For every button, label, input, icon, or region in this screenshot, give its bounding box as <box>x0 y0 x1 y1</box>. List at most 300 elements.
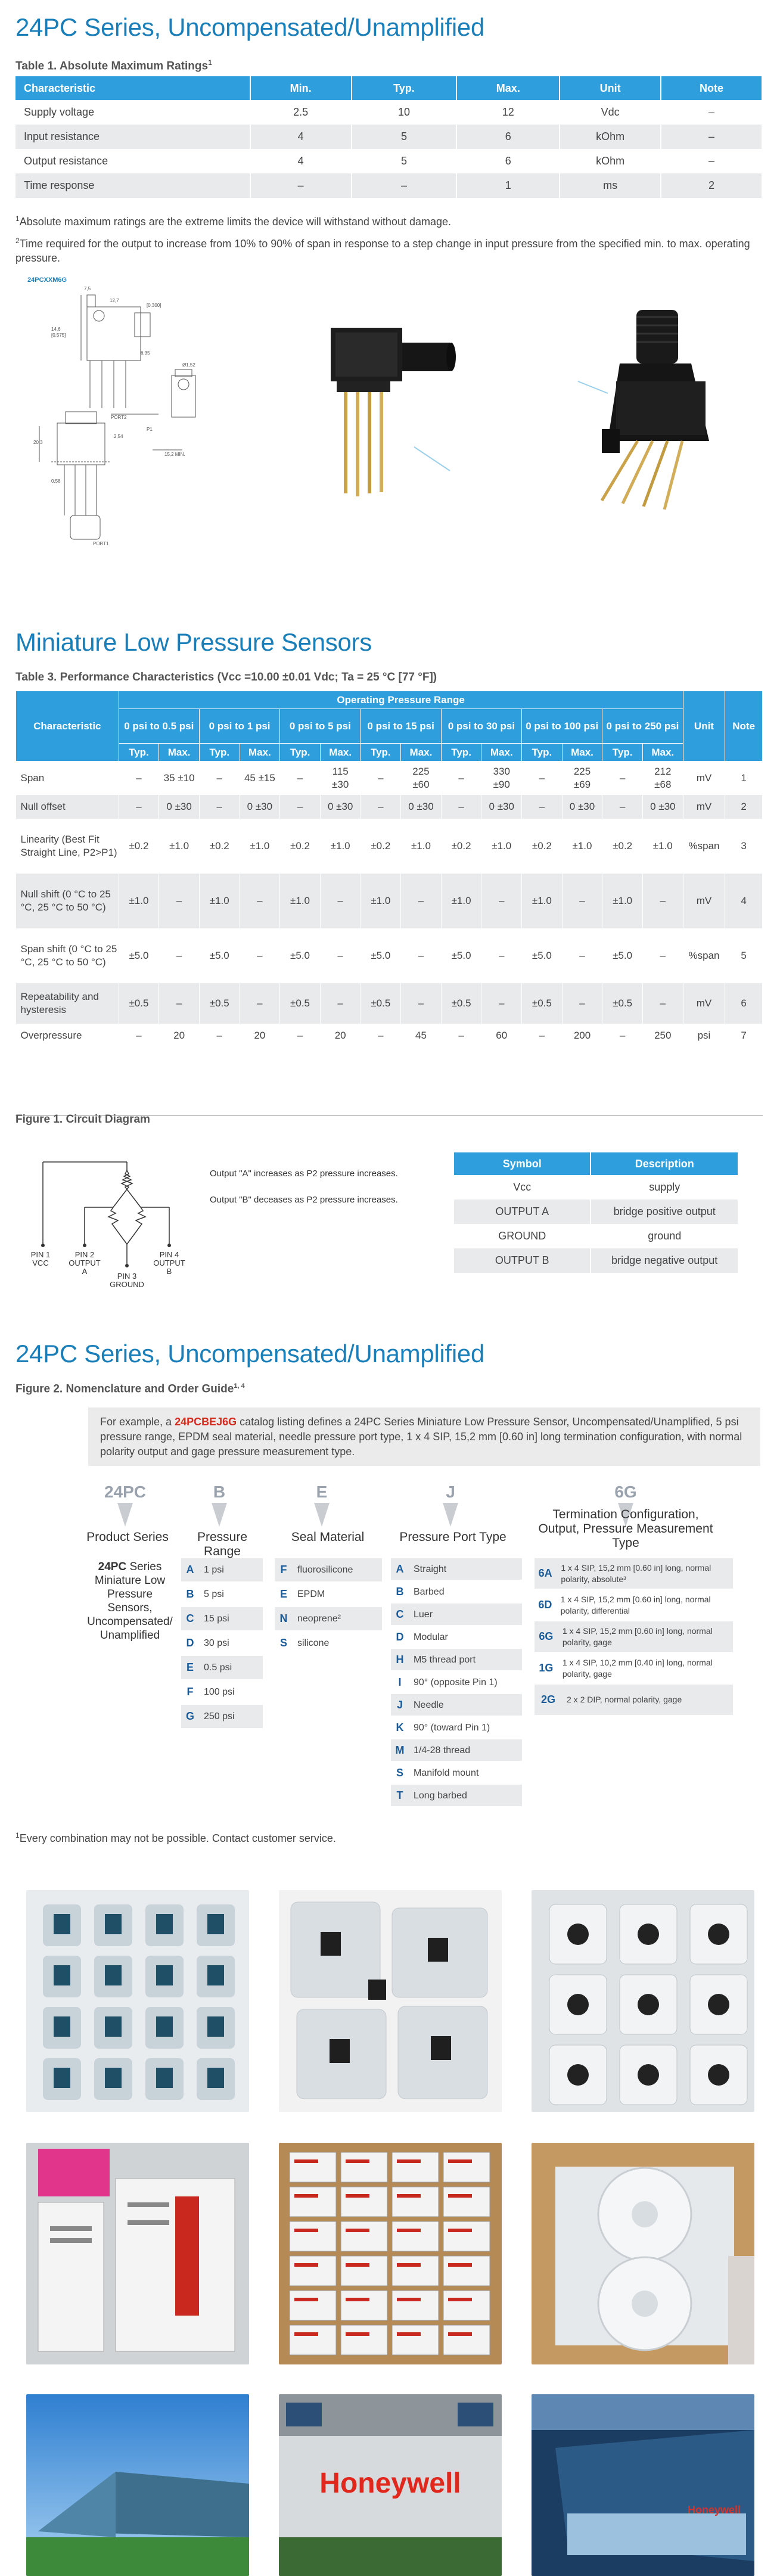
option-code: 6G <box>539 1630 554 1642</box>
table-cell: 0 ±30 <box>320 795 361 819</box>
table-cell: – <box>441 762 481 795</box>
table-cell: 250 <box>642 1024 683 1048</box>
photo-boxes-packed <box>279 2143 502 2364</box>
option-code: A <box>396 1562 404 1575</box>
note-cell: 3 <box>725 819 763 874</box>
table-cell: – <box>562 928 602 983</box>
option-code: E <box>279 1588 287 1600</box>
circuit-diagram <box>18 1156 209 1317</box>
option-label: 90° (opposite Pin 1) <box>414 1677 498 1688</box>
note-cell: 5 <box>725 928 763 983</box>
table-cell: Input resistance <box>15 125 250 149</box>
table-cell: ±1.0 <box>240 819 280 874</box>
table-cell: 1 <box>456 173 560 198</box>
svg-text:14,6: 14,6 <box>51 327 61 332</box>
table-row <box>454 1248 738 1273</box>
table-cell: ±1.0 <box>119 874 159 928</box>
photo-reels <box>532 2143 754 2364</box>
sub-typ: Typ. <box>199 744 240 762</box>
sub-typ: Typ. <box>361 744 401 762</box>
col-min: Min. <box>250 76 352 100</box>
table-cell: 35 ±10 <box>159 762 200 795</box>
footnote-order: $^1$Every combination may not be possible. Contact customer service. <box>15 1831 336 1844</box>
option-code: M <box>395 1744 405 1756</box>
table-cell: – <box>240 928 280 983</box>
option-label: 1 x 4 SIP, 15,2 mm [0.60 in] long, normal polarity, absolute³ <box>561 1562 711 1584</box>
table-cell: Vdc <box>560 100 661 125</box>
table-cell: ±0.5 <box>119 983 159 1024</box>
table-cell: ±1.0 <box>361 874 401 928</box>
list-item <box>391 1717 522 1739</box>
table-cell: ±5.0 <box>441 928 481 983</box>
option-label: Straight <box>414 1564 447 1574</box>
svg-text:Ø1,52: Ø1,52 <box>182 362 195 368</box>
table-cell: ±5.0 <box>199 928 240 983</box>
table-cell: 0 ±30 <box>562 795 602 819</box>
table-cell: – <box>250 173 352 198</box>
list-item <box>181 1583 263 1607</box>
option-label: silicone <box>297 1638 330 1648</box>
list-item <box>534 1558 733 1590</box>
pointer <box>443 1503 458 1527</box>
option-label: 1 x 4 SIP, 10,2 mm [0.40 in] long, normal polarity, gage <box>562 1657 713 1679</box>
table-cell: – <box>522 1024 563 1048</box>
sub-max: Max. <box>320 744 361 762</box>
list-item <box>534 1590 733 1621</box>
pin3-label: PIN 3 <box>117 1272 137 1281</box>
col-max: Max. <box>456 76 560 100</box>
list-item <box>391 1626 522 1649</box>
sub-typ: Typ. <box>280 744 321 762</box>
description-cell: supply <box>591 1175 738 1200</box>
sensor-photo-side <box>325 316 462 507</box>
table-cell: – <box>661 100 762 125</box>
table-cell: ±1.0 <box>481 819 522 874</box>
list-item <box>181 1705 263 1729</box>
option-label: 1 x 4 SIP, 15,2 mm [0.60 in] long, normal polarity, differential <box>560 1594 711 1615</box>
svg-text:20,3: 20,3 <box>33 440 43 445</box>
option-label: Needle <box>414 1699 444 1710</box>
range-label: 0 psi to 1 psi <box>199 709 279 744</box>
list-item <box>181 1607 263 1632</box>
option-code: 6D <box>538 1599 552 1611</box>
table-cell: ±1.0 <box>602 874 643 928</box>
unit-cell: mV <box>683 874 725 928</box>
table-header-row <box>454 1152 738 1175</box>
termination-list <box>534 1558 733 1716</box>
table-row <box>16 819 763 874</box>
col-characteristic: Characteristic <box>15 76 250 100</box>
option-label: 2 x 2 DIP, normal polarity, gage <box>567 1695 682 1704</box>
honeywell-logo: Honeywell <box>319 2468 461 2499</box>
table-cell: ±5.0 <box>361 928 401 983</box>
table-cell: ±0.2 <box>361 819 401 874</box>
product-series-desc: 24PC Series Miniature Low Pressure Sensors, Uncompensated/ Unamplified <box>87 1561 173 1642</box>
table-cell: – <box>642 874 683 928</box>
pin1-label: PIN 1 <box>30 1250 51 1259</box>
table-cell: 0 ±30 <box>401 795 442 819</box>
table-cell: 10 <box>352 100 457 125</box>
order-example: For example, a 24PCBEJ6G catalog listing defines a 24PC Series Miniature Low Pressure Sensor, Uncompensated/Unamplified, 5 psi pressure range, EPDM seal material, needle pressure port type, 1 x 4 SIP, 15,2 mm [0.60 in] long termination configuration, with normal polarity output and gage pressure measurement type. <box>88 1407 760 1466</box>
output-a-note: Output "A" increases as P2 pressure increases. <box>210 1169 398 1179</box>
table-cell: – <box>119 795 159 819</box>
range-row <box>16 709 763 744</box>
row-label: Overpressure <box>16 1024 119 1048</box>
table-cell: – <box>199 795 240 819</box>
table-cell: ±1.0 <box>522 874 563 928</box>
list-item <box>391 1739 522 1762</box>
pressure-range-head: Pressure Range <box>197 1530 248 1558</box>
seal-material-list <box>275 1558 382 1656</box>
table-row <box>454 1175 738 1200</box>
table-cell: 225 ±60 <box>401 762 442 795</box>
table-row <box>16 795 763 819</box>
table-header-row <box>15 76 762 100</box>
table-cell: 45 ±15 <box>240 762 280 795</box>
note-cell: 6 <box>725 983 763 1024</box>
termination-head: Termination Configuration, Output, Pressure Measurement Type <box>538 1508 713 1550</box>
option-code: S <box>396 1766 403 1779</box>
range-label: 0 psi to 250 psi <box>602 709 683 744</box>
table-cell: ±5.0 <box>522 928 563 983</box>
option-code: C <box>396 1608 404 1620</box>
table-row <box>454 1224 738 1248</box>
range-header: Operating Pressure Range <box>119 691 683 709</box>
option-label: 250 psi <box>204 1711 235 1722</box>
table-cell: – <box>280 762 321 795</box>
table-cell: – <box>522 795 563 819</box>
table-cell: ±1.0 <box>562 819 602 874</box>
svg-text:15,2 MIN.: 15,2 MIN. <box>164 452 185 457</box>
example-code: 24PCBEJ6G <box>175 1416 237 1428</box>
table-cell: 115 ±30 <box>320 762 361 795</box>
subheader-row <box>16 744 763 762</box>
col-unit: Unit <box>683 691 725 762</box>
table-cell: – <box>361 795 401 819</box>
list-item <box>275 1632 382 1656</box>
option-label: EPDM <box>297 1589 325 1599</box>
option-code: A <box>186 1564 194 1576</box>
table-cell: 4 <box>250 149 352 173</box>
table-row <box>16 928 763 983</box>
list-item <box>391 1581 522 1604</box>
table-cell: 60 <box>481 1024 522 1048</box>
option-label: 30 psi <box>204 1638 229 1648</box>
table-cell: ±0.5 <box>361 983 401 1024</box>
option-code: 2G <box>540 1693 555 1705</box>
svg-text:6,35: 6,35 <box>141 350 150 356</box>
range-label: 0 psi to 0.5 psi <box>119 709 199 744</box>
row-label: Null shift (0 °C to 25 °C, 25 °C to 50 °C) <box>16 874 119 928</box>
option-label: 1 psi <box>204 1565 224 1575</box>
table-cell: ±0.2 <box>441 819 481 874</box>
table-cell: 20 <box>240 1024 280 1048</box>
list-item <box>391 1694 522 1717</box>
description-cell: bridge negative output <box>591 1248 738 1273</box>
section3-title: 24PC Series, Uncompensated/Unamplified <box>15 1340 485 1368</box>
table-cell: – <box>352 173 457 198</box>
svg-text:12,7: 12,7 <box>110 298 119 303</box>
table-cell: ±1.0 <box>320 819 361 874</box>
option-code: N <box>279 1612 288 1624</box>
table-cell: – <box>361 1024 401 1048</box>
table-cell: ±0.2 <box>119 819 159 874</box>
table-cell: – <box>642 928 683 983</box>
pointer <box>117 1503 133 1527</box>
symbol-cell: GROUND <box>454 1224 591 1248</box>
option-code: D <box>186 1637 194 1649</box>
photo-lobby <box>279 2394 502 2576</box>
range-label: 0 psi to 100 psi <box>522 709 602 744</box>
table-cell: ±5.0 <box>119 928 159 983</box>
row-label: Span shift (0 °C to 25 °C, 25 °C to 50 °C) <box>16 928 119 983</box>
code-range: B <box>213 1483 226 1501</box>
list-item <box>181 1632 263 1656</box>
table-cell: – <box>602 795 643 819</box>
list-item <box>391 1558 522 1581</box>
col-unit: Unit <box>560 76 661 100</box>
symbol-cell: Vcc <box>454 1175 591 1200</box>
code-seal: E <box>316 1483 328 1501</box>
svg-text:[0.300]: [0.300] <box>147 303 161 308</box>
table-cell: 330 ±90 <box>481 762 522 795</box>
table-cell: 20 <box>320 1024 361 1048</box>
product-series-head: Product Series <box>86 1530 169 1544</box>
list-item <box>181 1680 263 1705</box>
list-item <box>534 1653 733 1685</box>
table-row <box>16 762 763 795</box>
list-item <box>534 1685 733 1716</box>
option-code: K <box>396 1721 404 1733</box>
table-cell: – <box>481 874 522 928</box>
table-cell: 20 <box>159 1024 200 1048</box>
table-cell: – <box>441 1024 481 1048</box>
col-symbol: Symbol <box>454 1152 591 1175</box>
table-cell: – <box>119 762 159 795</box>
table-cell: – <box>119 1024 159 1048</box>
option-code: I <box>398 1676 402 1688</box>
option-label: Modular <box>414 1632 448 1642</box>
list-item <box>391 1649 522 1671</box>
table-cell: – <box>401 874 442 928</box>
figure2-caption: Figure 2. Nomenclature and Order Guide$^{1, 4}$ <box>15 1382 245 1396</box>
unit-cell: %span <box>683 819 725 874</box>
unit-cell: mV <box>683 795 725 819</box>
list-item <box>391 1762 522 1785</box>
pin2-name: OUTPUT <box>69 1259 101 1267</box>
sub-max: Max. <box>159 744 200 762</box>
svg-text:PORT1: PORT1 <box>93 541 109 546</box>
table-cell: 212 ±68 <box>642 762 683 795</box>
option-code: B <box>186 1588 194 1600</box>
option-code: H <box>396 1653 404 1665</box>
drawing-label: 24PCXXM6G <box>27 276 67 284</box>
pointer <box>314 1503 330 1527</box>
svg-text:7,5: 7,5 <box>84 286 91 291</box>
table-cell: 0 ±30 <box>240 795 280 819</box>
table-row <box>16 874 763 928</box>
pin2-sub: A <box>82 1267 88 1276</box>
table-cell: 5 <box>352 149 457 173</box>
unit-cell: mV <box>683 983 725 1024</box>
code-termination: 6G <box>614 1483 637 1501</box>
table-cell: – <box>159 874 200 928</box>
option-code: E <box>186 1661 194 1673</box>
unit-cell: psi <box>683 1024 725 1048</box>
section1-title: 24PC Series, Uncompensated/Unamplified <box>15 13 485 41</box>
sub-max: Max. <box>562 744 602 762</box>
list-item <box>275 1583 382 1607</box>
table-cell: – <box>361 762 401 795</box>
table-cell: ±0.2 <box>602 819 643 874</box>
table-cell: ±1.0 <box>441 874 481 928</box>
row-label: Null offset <box>16 795 119 819</box>
list-item <box>181 1656 263 1680</box>
option-label: 1 x 4 SIP, 15,2 mm [0.60 in] long, normal polarity, gage <box>562 1626 713 1647</box>
table-cell: Time response <box>15 173 250 198</box>
option-code: B <box>396 1585 404 1598</box>
table-cell: ±1.0 <box>642 819 683 874</box>
table-cell: – <box>401 928 442 983</box>
table-cell: ±1.0 <box>199 874 240 928</box>
table-cell: 5 <box>352 125 457 149</box>
table-row <box>15 149 762 173</box>
option-label: 5 psi <box>204 1589 224 1599</box>
col-typ: Typ. <box>352 76 457 100</box>
table-cell: – <box>661 125 762 149</box>
table1-caption: Table 1. Absolute Maximum Ratings$^1$ <box>15 58 212 73</box>
sub-max: Max. <box>240 744 280 762</box>
showroom-logo: Honeywell <box>688 2504 741 2516</box>
table-cell: ±0.5 <box>522 983 563 1024</box>
table-cell: – <box>481 928 522 983</box>
description-cell: ground <box>591 1224 738 1248</box>
note-cell: 1 <box>725 762 763 795</box>
sub-max: Max. <box>481 744 522 762</box>
photo-showroom <box>532 2394 754 2576</box>
table-cell: ±0.5 <box>199 983 240 1024</box>
seal-material-head: Seal Material <box>291 1530 365 1544</box>
pin4-sub: B <box>166 1267 172 1276</box>
photo-headquarters <box>26 2394 249 2576</box>
option-label: Long barbed <box>414 1790 467 1801</box>
footnote-2: $^2$Time required for the output to increase from 10% to 90% of span in response to a step change in input pressure from the specified min. to max. operating pressure. <box>15 237 750 264</box>
port-type-head: Pressure Port Type <box>399 1530 506 1544</box>
table-cell: – <box>159 928 200 983</box>
pointer <box>212 1503 227 1527</box>
list-item <box>391 1604 522 1626</box>
range-label: 0 psi to 30 psi <box>441 709 521 744</box>
table-cell: – <box>441 795 481 819</box>
table-cell: Output resistance <box>15 149 250 173</box>
port-type-list <box>391 1558 522 1807</box>
table-cell: 200 <box>562 1024 602 1048</box>
col-characteristic: Characteristic <box>16 691 119 762</box>
list-item <box>275 1558 382 1583</box>
table-cell: – <box>602 1024 643 1048</box>
table-cell: – <box>199 762 240 795</box>
option-code: S <box>279 1637 287 1649</box>
note-cell: 2 <box>725 795 763 819</box>
table-cell: 6 <box>456 125 560 149</box>
table-cell: ±5.0 <box>280 928 321 983</box>
table-cell: – <box>280 1024 321 1048</box>
photo-sensors-tray-1 <box>26 1890 249 2112</box>
table-cell: – <box>159 983 200 1024</box>
performance-table <box>15 691 763 1048</box>
note-cell: 7 <box>725 1024 763 1048</box>
svg-text:2,54: 2,54 <box>114 434 123 439</box>
range-label: 0 psi to 5 psi <box>280 709 361 744</box>
table-cell: 225 ±69 <box>562 762 602 795</box>
table-cell: ±0.5 <box>441 983 481 1024</box>
table-row <box>16 983 763 1024</box>
sub-max: Max. <box>642 744 683 762</box>
table-cell: – <box>240 983 280 1024</box>
option-label: 0.5 psi <box>204 1663 232 1673</box>
option-code: F <box>280 1564 287 1576</box>
output-b-note: Output "B" deceases as P2 pressure increases. <box>210 1195 398 1205</box>
option-label: Manifold mount <box>414 1767 479 1778</box>
table-cell: – <box>481 983 522 1024</box>
table-cell: 0 ±30 <box>159 795 200 819</box>
table-cell: – <box>522 762 563 795</box>
option-code: T <box>396 1789 403 1801</box>
photo-boxes-labels <box>26 2143 249 2364</box>
option-label: fluorosilicone <box>297 1565 353 1575</box>
table-cell: Supply voltage <box>15 100 250 125</box>
option-label: 15 psi <box>204 1614 229 1624</box>
table-cell: – <box>320 928 361 983</box>
svg-text:0,58: 0,58 <box>51 478 61 484</box>
sub-typ: Typ. <box>119 744 159 762</box>
table-cell: – <box>199 1024 240 1048</box>
pressure-range-list <box>181 1558 263 1729</box>
list-item <box>391 1785 522 1807</box>
table-cell: – <box>401 983 442 1024</box>
unit-cell: %span <box>683 928 725 983</box>
table-cell: 0 ±30 <box>642 795 683 819</box>
option-label: neoprene² <box>297 1614 341 1624</box>
svg-text:PORT2: PORT2 <box>111 415 127 420</box>
row-label: Linearity (Best Fit Straight Line, P2>P1) <box>16 819 119 874</box>
sub-typ: Typ. <box>441 744 481 762</box>
table-cell: – <box>240 874 280 928</box>
table-row <box>15 173 762 198</box>
table-cell: ms <box>560 173 661 198</box>
table3-caption: Table 3. Performance Characteristics (Vcc =10.00 ±0.01 Vdc; Ta = 25 °C [77 °F]) <box>15 671 437 683</box>
option-label: Luer <box>414 1609 433 1620</box>
sub-typ: Typ. <box>602 744 643 762</box>
pin4-label: PIN 4 <box>159 1250 179 1259</box>
absolute-max-ratings-table <box>15 76 763 198</box>
row-label: Span <box>16 762 119 795</box>
option-code: 1G <box>539 1662 554 1674</box>
option-label: Barbed <box>414 1586 445 1597</box>
description-cell: bridge positive output <box>591 1200 738 1224</box>
option-code: G <box>185 1710 194 1722</box>
section2-title: Miniature Low Pressure Sensors <box>15 628 372 656</box>
table-cell: 2 <box>661 173 762 198</box>
list-item <box>534 1621 733 1653</box>
table-header-row <box>16 691 763 709</box>
list-item <box>181 1558 263 1583</box>
svg-text:[0.575]: [0.575] <box>51 333 66 338</box>
table-cell: 12 <box>456 100 560 125</box>
pin-description-table <box>454 1152 739 1273</box>
option-code: C <box>186 1612 194 1624</box>
table-cell: – <box>320 874 361 928</box>
